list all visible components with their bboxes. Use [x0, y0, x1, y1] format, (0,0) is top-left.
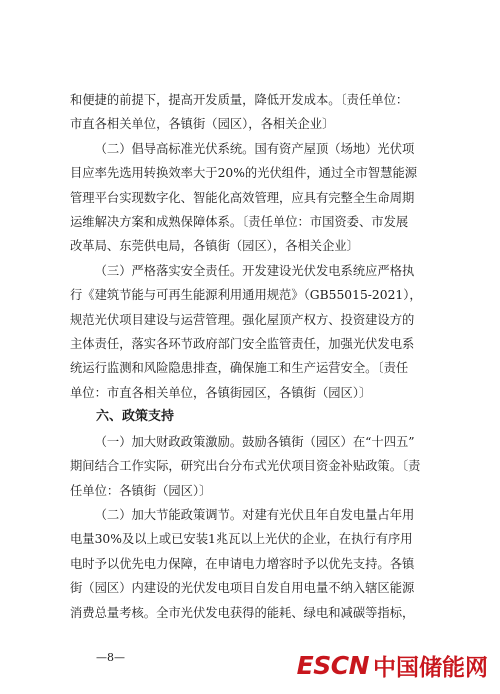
text-line: 消费总量考核。全市光伏发电获得的能耗、绿电和减碳等指标，: [70, 605, 415, 620]
text-line: 街（园区）内建设的光伏发电项目自发自用电量不纳入辖区能源: [70, 581, 415, 596]
text-line: （二）倡导高标准光伏系统。国有资产屋顶（场地）光伏项: [94, 141, 415, 156]
text-line: （三）严格落实安全责任。开发建设光伏发电系统应严格执: [94, 263, 415, 278]
text-line: 电时予以优先电力保障，在申请电力增容时予以优先支持。各镇: [70, 556, 415, 571]
watermark-chinese-text: 中国储能网: [373, 655, 488, 681]
escn-watermark-logo: [297, 649, 488, 682]
text-line: 市直各相关单位，各镇街（园区），各相关企业〕: [70, 117, 335, 132]
text-line: 统运行监测和风险隐患排查，确保施工和生产运营安全。〔责任: [70, 361, 409, 376]
text-line: 期间结合工作实际，研究出台分布式光伏项目资金补贴政策。〔责: [70, 459, 421, 474]
section-heading: 六、政策支持: [96, 409, 175, 425]
text-line: 管理平台实现数字化、智能化高效管理，应具有完整全生命周期: [70, 190, 415, 205]
text-line: （一）加大财政政策激励。鼓励各镇街（园区）在“十四五”: [94, 434, 415, 449]
text-line: 目应率先选用转换效率大于20%的光伏组件，通过全市智慧能源: [70, 166, 418, 181]
text-line: 单位：市直各相关单位，各镇街园区，各镇街（园区）〕: [70, 385, 372, 400]
page-number: —8—: [96, 651, 125, 664]
text-line: 行《建筑节能与可再生能源利用通用规范》（GB55015-2021），: [70, 288, 422, 303]
text-line: 和便捷的前提下，提高开发质量，降低开发成本。〔责任单位：: [70, 93, 409, 107]
text-line: 规范光伏项目建设与运营管理。强化屋顶产权方、投资建设方的: [70, 312, 415, 327]
text-line: 电量30%及以上或已安装1兆瓦以上光伏的企业，在执行有序用: [70, 532, 413, 547]
text-line: 运维解决方案和成熟保障体系。〔责任单位：市国资委、市发展: [70, 215, 409, 230]
text-line: （二）加大节能政策调节。对建有光伏且年自发电量占年用: [94, 507, 415, 522]
watermark-latin-text: ESCN: [296, 651, 369, 680]
text-line: 任单位：各镇街（园区）〕: [70, 483, 212, 498]
text-line: 改革局、东莞供电局，各镇街（园区），各相关企业〕: [70, 239, 359, 254]
text-line: 主体责任，落实各环节政府部门安全监管责任，加强光伏发电系: [70, 337, 415, 352]
document-body: [70, 88, 455, 625]
